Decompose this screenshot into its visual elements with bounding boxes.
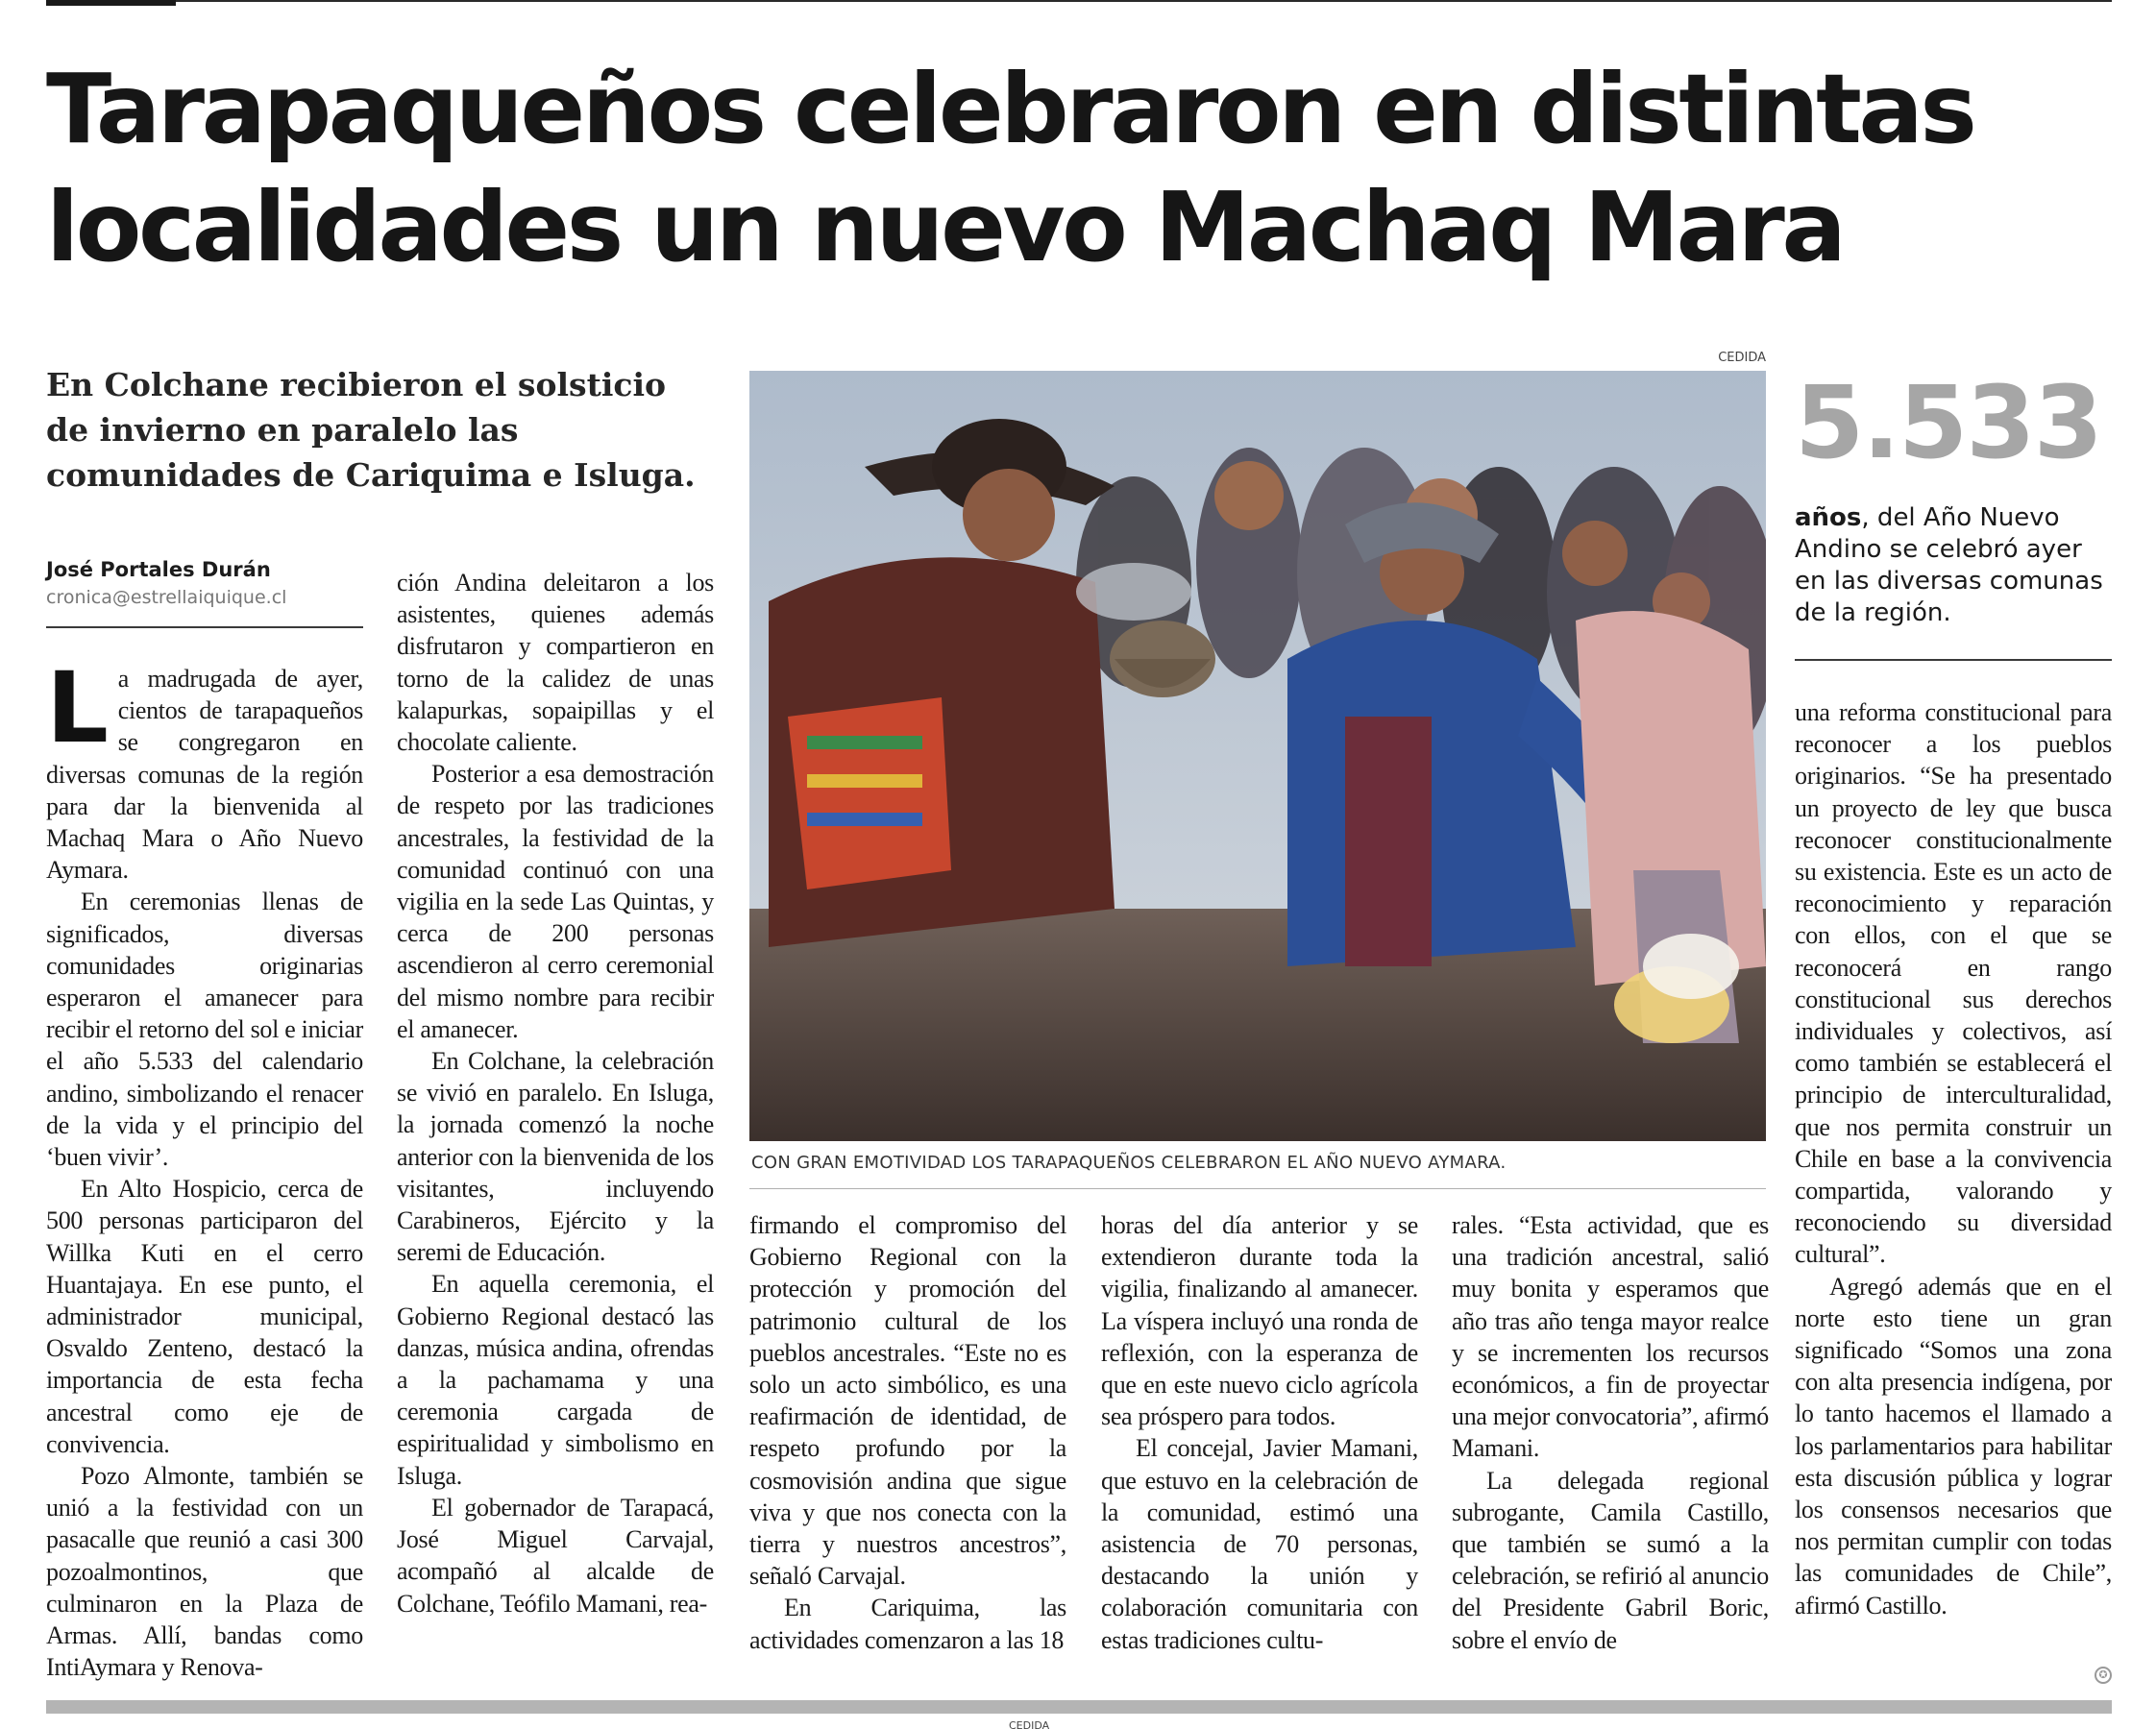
byline xyxy=(46,555,363,611)
paragraph: Posterior a esa demostración de respeto por las tradiciones ancestrales, la festividad de la comunidad continuó con una vigilia en la sede Las Quintas, y cerca de 200 personas ascendieron al cerro ceremonial del mismo nombre para recibir el amanecer. xyxy=(397,760,714,1043)
section-tab xyxy=(46,0,176,6)
paragraph: En Cariquima, las actividades comenzaron a las 18 xyxy=(749,1594,1066,1654)
next-photo-credit: CEDIDA xyxy=(1009,1719,1050,1729)
paragraph: Pozo Almonte, también se unió a la festividad con un pasacalle que reunió a casi 300 pozoalmontinos, que culminaron en la Plaza de Armas. Allí, bandas como IntiAymara y Renova- xyxy=(46,1462,363,1682)
paragraph: En Alto Hospicio, cerca de 500 personas participaron del Willka Kuti en el cerro Huantajaya. En ese punto, el administrador municipal, Osvaldo Zenteno, destacó la importancia de esta fecha ancestral como eje de convivencia. xyxy=(46,1175,363,1458)
author-email: cronica@estrellaiquique.cl xyxy=(46,587,287,608)
top-rule xyxy=(46,0,2112,2)
paragraph: horas del día anterior y se extendieron durante toda la vigilia, finalizando al amanecer. La víspera incluyó una ronda de reflexión, con la esperanza de que en este nuevo ciclo agrícola sea próspero para todos. xyxy=(1101,1211,1418,1431)
author-name: José Portales Durán xyxy=(46,558,271,581)
paragraph: La delegada regional subrogante, Camila Castillo, que también se sumó a la celebración, se refirió al anuncio del Presidente Gabril Boric, sobre el envío de xyxy=(1452,1466,1769,1654)
stat-text: , del Año Nuevo Andino se celebró ayer en las diversas comunas de la región. xyxy=(1795,503,2103,627)
photo-credit: CEDIDA xyxy=(1718,351,1766,365)
paragraph: En ceremonias llenas de significados, diversas comunidades originarias esperaron el amanecer para recibir el retorno del sol e iniciar el año 5.533 del calendario andino, simbolizando el renacer de la vida y el principio del ‘buen vivir’. xyxy=(46,888,363,1172)
paragraph: En Colchane, la celebración se vivió en paralelo. En Isluga, la jornada comenzó la noche anterior con la bienvenida de los visitantes, incluyendo Carabineros, Ejército y la seremi de Educación. xyxy=(397,1047,714,1267)
article-column-1 xyxy=(46,651,363,1684)
photo-caption: CON GRAN EMOTIVIDAD LOS TARAPAQUEÑOS CELEBRARON EL AÑO NUEVO AYMARA. xyxy=(751,1153,1507,1173)
drop-cap: L xyxy=(46,651,109,766)
stat-description xyxy=(1795,502,2112,629)
bottom-rule xyxy=(46,1700,2112,1714)
headline xyxy=(46,50,2121,286)
subheadline: En Colchane recibieron el solsticio de invierno en paralelo las comunidades de Cariquima e Isluga. xyxy=(46,366,696,494)
paragraph: El gobernador de Tarapacá, José Miguel Carvajal, acompañó al alcalde de Colchane, Teófilo Mamani, rea- xyxy=(397,1493,714,1618)
stat-divider xyxy=(1795,659,2112,661)
article-column-4 xyxy=(1101,1209,1418,1656)
headline-line-1: Tarapaqueños celebraron en distintas xyxy=(46,53,1974,165)
headline-line-2: localidades un nuevo Machaq Mara xyxy=(46,171,1844,283)
paragraph: rales. “Esta actividad, que es una tradición ancestral, salió muy bonita y esperamos que año tras año tenga mayor realce y se incrementen los recursos económicos, a fin de proyectar una mejor convocatoria”, afirmó Mamani. xyxy=(1452,1211,1769,1463)
article-column-6 xyxy=(1795,696,2112,1621)
article-column-3 xyxy=(749,1209,1066,1656)
article-column-2 xyxy=(397,567,714,1619)
stat-number: 5.533 xyxy=(1795,364,2101,481)
ceremony-photo-illustration xyxy=(749,371,1766,1141)
end-of-article-icon: ✪ xyxy=(2095,1667,2112,1684)
paragraph: El concejal, Javier Mamani, que estuvo en la celebración de la comunidad, estimó una asistencia de 70 personas, destacando la unión y colaboración comunitaria con estas tradiciones cultu- xyxy=(1101,1434,1418,1654)
byline-divider xyxy=(46,626,363,628)
news-photo xyxy=(749,371,1766,1141)
paragraph: ción Andina deleitaron a los asistentes, quienes además disfrutaron y compartieron en torno de la calidez de unas kalapurkas, sopaipillas y el chocolate caliente. xyxy=(397,569,714,757)
caption-divider xyxy=(749,1188,1766,1189)
paragraph: a madrugada de ayer, cientos de tarapaqueños se congregaron en diversas comunas de la región para dar la bienvenida al Machaq Mara o Año Nuevo Aymara. xyxy=(46,665,363,885)
paragraph: Agregó además que en el norte esto tiene un gran significado “Somos una zona con alta presencia indígena, por lo tanto hacemos el llamado a los parlamentarios para habilitar esta discusión pública y lograr los consensos necesarios que nos permitan cumplir con todas las comunidades de Chile”, afirmó Castillo. xyxy=(1795,1272,2112,1619)
stat-lead: años xyxy=(1795,503,1862,532)
paragraph: una reforma constitucional para reconocer a los pueblos originarios. “Se ha presentado un proyecto de ley que busca reconocer constitucionalmente su existencia. Este es un acto de reconocimiento y reparación con ellos, con el que se reconocerá en rango constitucional sus derechos individuales y colectivos, así como también se establecerá el principio de interculturalidad, que nos permita construir un Chile en base a la convivencia compartida, valorando y reconociendo su diversidad cultural”. xyxy=(1795,698,2112,1269)
article-column-5 xyxy=(1452,1209,1769,1656)
paragraph: En aquella ceremonia, el Gobierno Regional destacó las danzas, música andina, ofrendas a la pachamama y una ceremonia cargada de espiritualidad y simbolismo en Isluga. xyxy=(397,1270,714,1490)
paragraph: firmando el compromiso del Gobierno Regional con la protección y promoción del patrimonio cultural de los pueblos ancestrales. “Este no es solo un acto simbólico, es una reafirmación de identidad, de respeto profundo por la cosmovisión andina que sigue viva y que nos conecta con la tierra y nuestros ancestros”, señaló Carvajal. xyxy=(749,1211,1066,1591)
